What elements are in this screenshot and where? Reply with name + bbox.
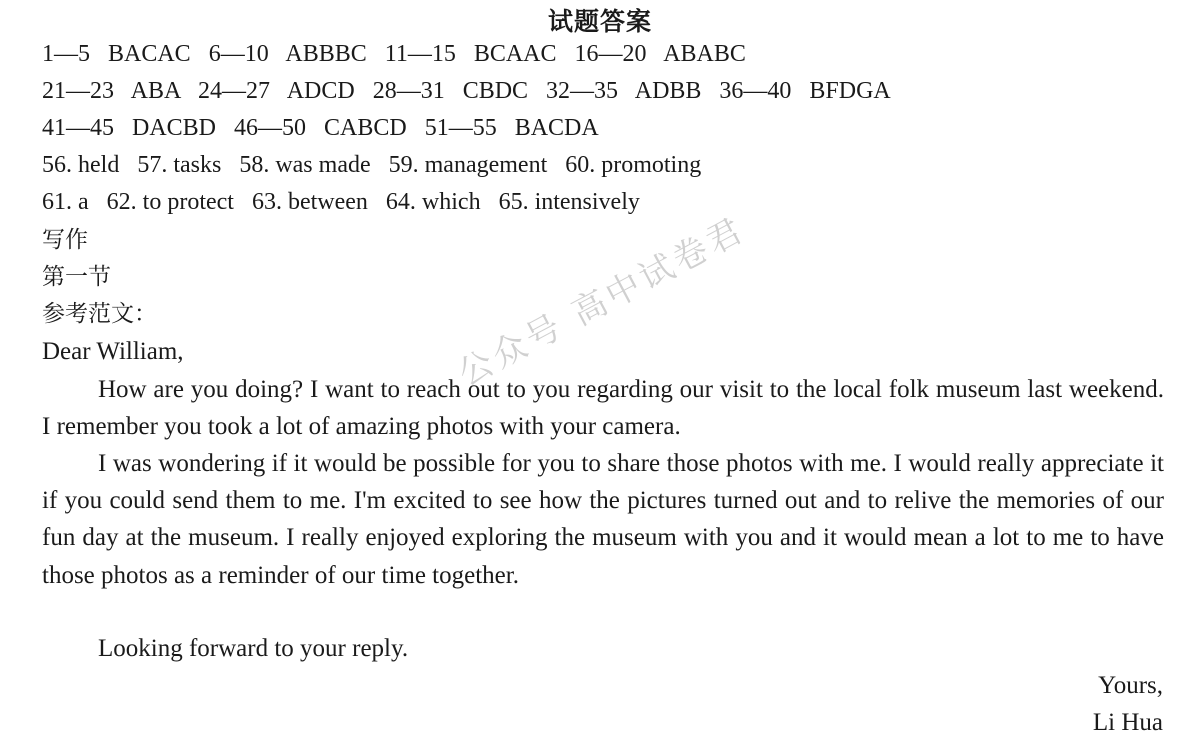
letter-salutation: Dear William, — [42, 338, 184, 365]
answer-line-2: 21—23 ABA 24—27 ADCD 28—31 CBDC 32—35 ADBB 36—40 BFDGA — [42, 78, 891, 104]
answer-line-5: 61. a 62. to protect 63. between 64. which 65. intensively — [42, 189, 640, 215]
watermark: 公众号 高中试卷君 — [451, 209, 753, 395]
section-writing: 写作 — [42, 227, 88, 253]
letter-paragraph-1: How are you doing? I want to reach out to you regarding our visit to the local folk museum last weekend. I remember you took a lot of amazing photos with your camera. — [42, 376, 1164, 441]
letter-paragraph-3: Looking forward to your reply. — [98, 635, 409, 662]
letter-closing: Yours, — [1098, 672, 1163, 699]
letter-paragraph-2: I was wondering if it would be possible for you to share those photos with me. I would really appreciate it if you could send them to me. I'm excited to see how the pictures turned out and to relive the memories of our fun day at the museum. I really enjoyed exploring the museum with you and it would mean a lot to me to have those photos as a reminder of our time together. — [42, 450, 1164, 589]
page-title: 试题答案 — [547, 7, 652, 36]
section-reference: 参考范文： — [42, 301, 157, 327]
answer-line-3: 41—45 DACBD 46—50 CABCD 51—55 BACDA — [42, 115, 599, 141]
section-part-one: 第一节 — [42, 264, 111, 290]
answer-line-1: 1—5 BACAC 6—10 ABBBC 11—15 BCAAC 16—20 ABABC — [42, 41, 746, 67]
letter-signature: Li Hua — [1092, 709, 1163, 736]
answer-line-4: 56. held 57. tasks 58. was made 59. management 60. promoting — [42, 152, 702, 178]
